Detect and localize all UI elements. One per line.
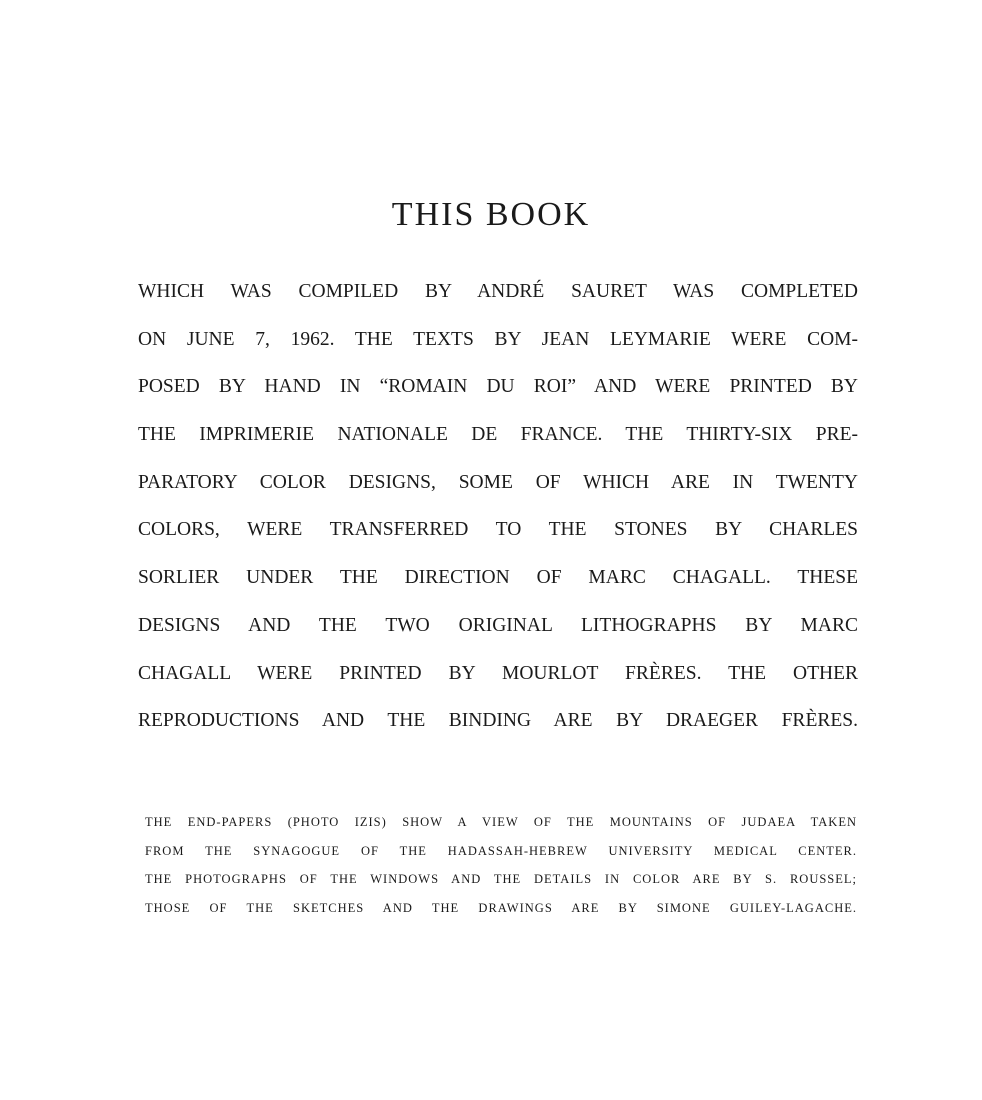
colophon-main-paragraph — [138, 268, 858, 745]
main-paragraph-line: THE IMPRIMERIE NATIONALE DE FRANCE. THE THIRTY-SIX PRE- — [138, 424, 858, 446]
main-paragraph-line: COLORS, WERE TRANSFERRED TO THE STONES BY CHARLES — [138, 519, 858, 541]
page-title: THIS BOOK — [391, 196, 591, 233]
main-paragraph-line: PARATORY COLOR DESIGNS, SOME OF WHICH ARE IN TWENTY — [138, 471, 858, 493]
main-paragraph-line: CHAGALL WERE PRINTED BY MOURLOT FRÈRES. THE OTHER — [138, 662, 858, 684]
main-paragraph-line: WHICH WAS COMPILED BY ANDRÉ SAURET WAS COMPLETED — [138, 281, 858, 302]
note-paragraph-line: THE END-PAPERS (PHOTO IZIS) SHOW A VIEW OF THE MOUNTAINS OF JUDAEA TAKEN — [145, 815, 857, 829]
main-paragraph-line: REPRODUCTIONS AND THE BINDING ARE BY DRAEGER FRÈRES. — [138, 710, 858, 732]
main-paragraph-line: POSED BY HAND IN “ROMAIN DU ROI” AND WERE PRINTED BY — [138, 376, 858, 398]
note-paragraph-line: THE PHOTOGRAPHS OF THE WINDOWS AND THE DETAILS IN COLOR ARE BY S. ROUSSEL; — [145, 872, 857, 886]
main-paragraph-line: ON JUNE 7, 1962. THE TEXTS BY JEAN LEYMARIE WERE COM- — [138, 328, 858, 350]
note-paragraph-line: FROM THE SYNAGOGUE OF THE HADASSAH-HEBREW UNIVERSITY MEDICAL CENTER. — [145, 843, 857, 858]
main-paragraph-line: DESIGNS AND THE TWO ORIGINAL LITHOGRAPHS BY MARC — [138, 614, 858, 636]
main-paragraph-line: SORLIER UNDER THE DIRECTION OF MARC CHAGALL. THESE — [138, 567, 858, 589]
note-paragraph-line: THOSE OF THE SKETCHES AND THE DRAWINGS ARE BY SIMONE GUILEY-LAGACHE. — [145, 900, 857, 915]
colophon-note-paragraph — [145, 808, 857, 922]
